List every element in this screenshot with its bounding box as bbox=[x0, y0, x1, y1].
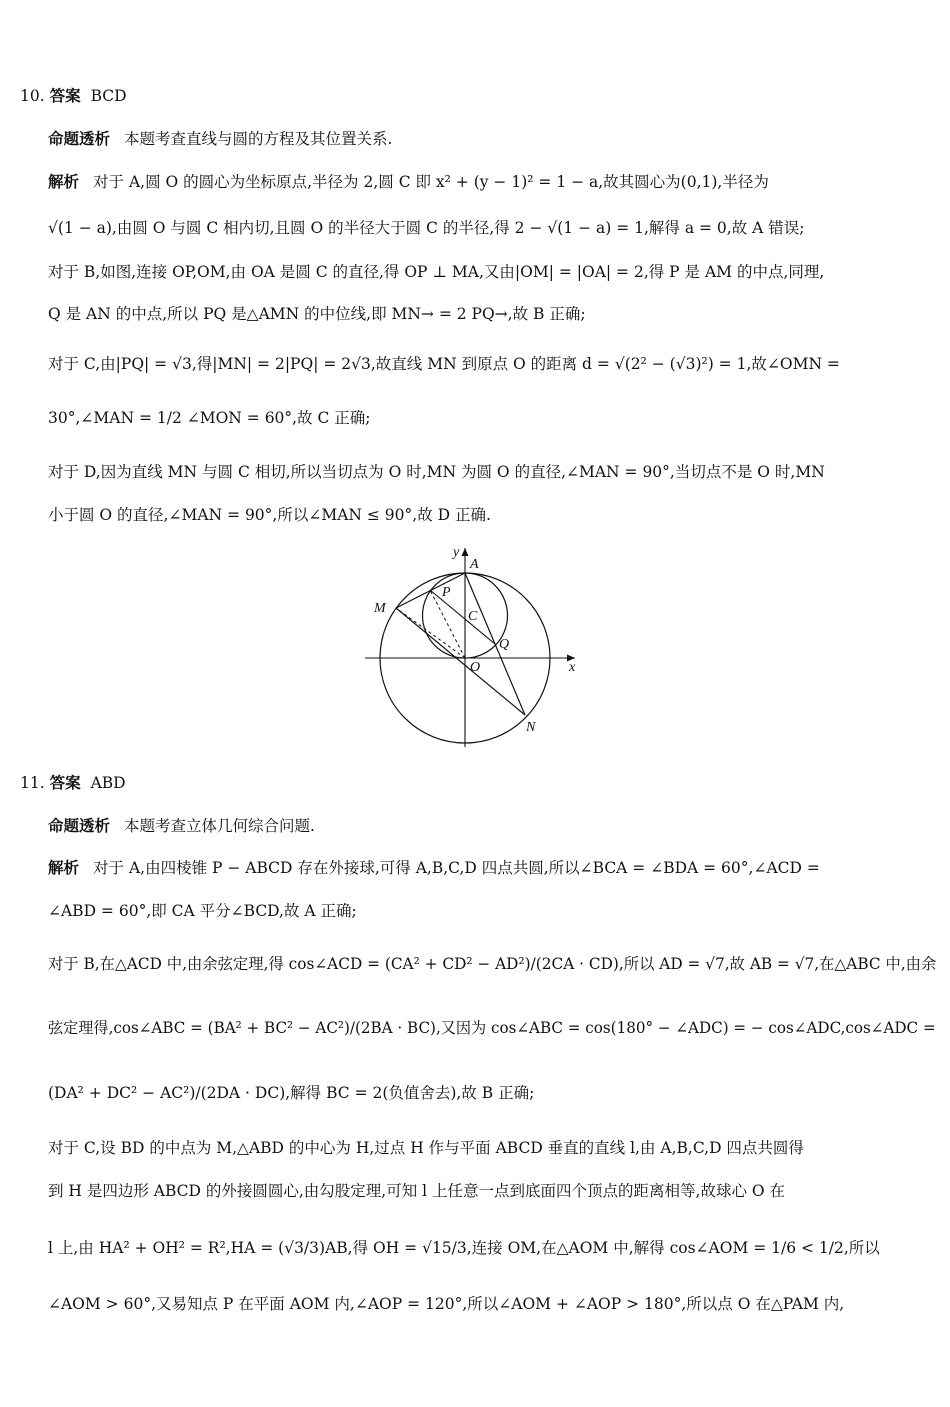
q10-analysis-label: 解析 bbox=[48, 173, 80, 191]
q10-analysis-line-3: Q 是 AN 的中点,所以 PQ 是△AMN 的中位线,即 MN→ = 2 PQ→,故 B 正确; bbox=[48, 305, 586, 323]
q10-analysis-line-5: 30°,∠MAN = 1/2 ∠MON = 60°,故 C 正确; bbox=[48, 409, 371, 427]
q11-analysis-line-0 bbox=[48, 856, 820, 878]
q11-analysis-line-4: (DA² + DC² − AC²)/(2DA · DC),解得 BC = 2(负值舍去),故 B 正确; bbox=[48, 1084, 535, 1102]
q10-number: 10. bbox=[20, 87, 50, 105]
q10-analysis-line-6: 对于 D,因为直线 MN 与圆 C 相切,所以当切点为 O 时,MN 为圆 O 的直径,∠MAN = 90°,当切点不是 O 时,MN bbox=[48, 463, 825, 481]
circle-diagram-svg bbox=[360, 540, 590, 750]
segment-pq bbox=[430, 590, 495, 644]
q10-analysis-line-4: 对于 C,由|PQ| = √3,得|MN| = 2|PQ| = 2√3,故直线 MN 到原点 O 的距离 d = √(2² − (√3)²) = 1,故∠OMN = bbox=[48, 355, 840, 373]
y-axis-arrow bbox=[462, 548, 469, 556]
q11-intent-text: 本题考查立体几何综合问题. bbox=[124, 817, 315, 835]
q11-intent bbox=[48, 814, 315, 836]
q11-analysis-label: 解析 bbox=[48, 859, 80, 877]
circle-diagram bbox=[360, 540, 590, 750]
label-q: Q bbox=[499, 637, 510, 652]
q10-intent-label: 命题透析 bbox=[48, 130, 111, 148]
q11-header bbox=[20, 771, 126, 793]
label-x: x bbox=[569, 660, 576, 675]
q11-intent-label: 命题透析 bbox=[48, 817, 111, 835]
label-m: M bbox=[374, 601, 386, 616]
q10-header bbox=[20, 84, 127, 106]
q11-analysis-line-7: l 上,由 HA² + OH² = R²,HA = (√3/3)AB,得 OH = √15/3,连接 OM,在△AOM 中,解得 cos∠AOM = 1/6 < 1/2,所以 bbox=[48, 1239, 880, 1257]
segment-op bbox=[430, 590, 465, 658]
q10-analysis-line-0 bbox=[48, 170, 769, 192]
q11-number: 11. bbox=[20, 774, 50, 792]
q11-analysis-line-8: ∠AOM > 60°,又易知点 P 在平面 AOM 内,∠AOP = 120°,所以∠AOM + ∠AOP > 180°,所以点 O 在△PAM 内, bbox=[48, 1295, 845, 1313]
label-n: N bbox=[526, 720, 536, 735]
q10-intent bbox=[48, 127, 392, 149]
q11-answer-label: 答案 bbox=[49, 774, 81, 792]
q10-analysis-line-2: 对于 B,如图,连接 OP,OM,由 OA 是圆 C 的直径,得 OP ⊥ MA,又由|OM| = |OA| = 2,得 P 是 AM 的中点,同理, bbox=[48, 263, 825, 281]
q10-text-0: 对于 A,圆 O 的圆心为坐标原点,半径为 2,圆 C 即 x² + (y − 1)² = 1 − a,故其圆心为(0,1),半径为 bbox=[93, 173, 769, 191]
q11-answer: ABD bbox=[90, 774, 126, 792]
segment-om bbox=[396, 608, 465, 658]
q10-answer: BCD bbox=[90, 87, 127, 105]
segment-mn bbox=[396, 608, 525, 715]
q11-analysis-line-1: ∠ABD = 60°,即 CA 平分∠BCD,故 A 正确; bbox=[48, 902, 357, 920]
label-c: C bbox=[468, 609, 478, 624]
q10-answer-label: 答案 bbox=[49, 87, 81, 105]
label-a: A bbox=[470, 557, 479, 572]
q11-text-0: 对于 A,由四棱锥 P − ABCD 存在外接球,可得 A,B,C,D 四点共圆,所以∠BCA = ∠BDA = 60°,∠ACD = bbox=[93, 859, 820, 877]
q11-analysis-line-3: 弦定理得,cos∠ABC = (BA² + BC² − AC²)/(2BA · BC),又因为 cos∠ABC = cos(180° − ∠ADC) = − cos∠ADC,cos∠ADC = bbox=[48, 1019, 936, 1037]
q11-analysis-line-5: 对于 C,设 BD 的中点为 M,△ABD 的中心为 H,过点 H 作与平面 ABCD 垂直的直线 l,由 A,B,C,D 四点共圆得 bbox=[48, 1139, 804, 1157]
label-p: P bbox=[442, 585, 451, 600]
label-o: O bbox=[470, 660, 481, 675]
q11-analysis-line-2: 对于 B,在△ACD 中,由余弦定理,得 cos∠ACD = (CA² + CD² − AD²)/(2CA · CD),所以 AD = √7,故 AB = √7,在△ABC 中,由余 bbox=[48, 955, 937, 973]
q11-analysis-line-6: 到 H 是四边形 ABCD 的外接圆圆心,由勾股定理,可知 l 上任意一点到底面四个顶点的距离相等,故球心 O 在 bbox=[48, 1182, 786, 1200]
q10-analysis-line-7: 小于圆 O 的直径,∠MAN = 90°,所以∠MAN ≤ 90°,故 D 正确. bbox=[48, 506, 491, 524]
q10-analysis-line-1: √(1 − a),由圆 O 与圆 C 相内切,且圆 O 的半径大于圆 C 的半径,得 2 − √(1 − a) = 1,解得 a = 0,故 A 错误; bbox=[48, 219, 805, 237]
q10-intent-text: 本题考查直线与圆的方程及其位置关系. bbox=[124, 130, 393, 148]
label-y: y bbox=[453, 545, 460, 560]
